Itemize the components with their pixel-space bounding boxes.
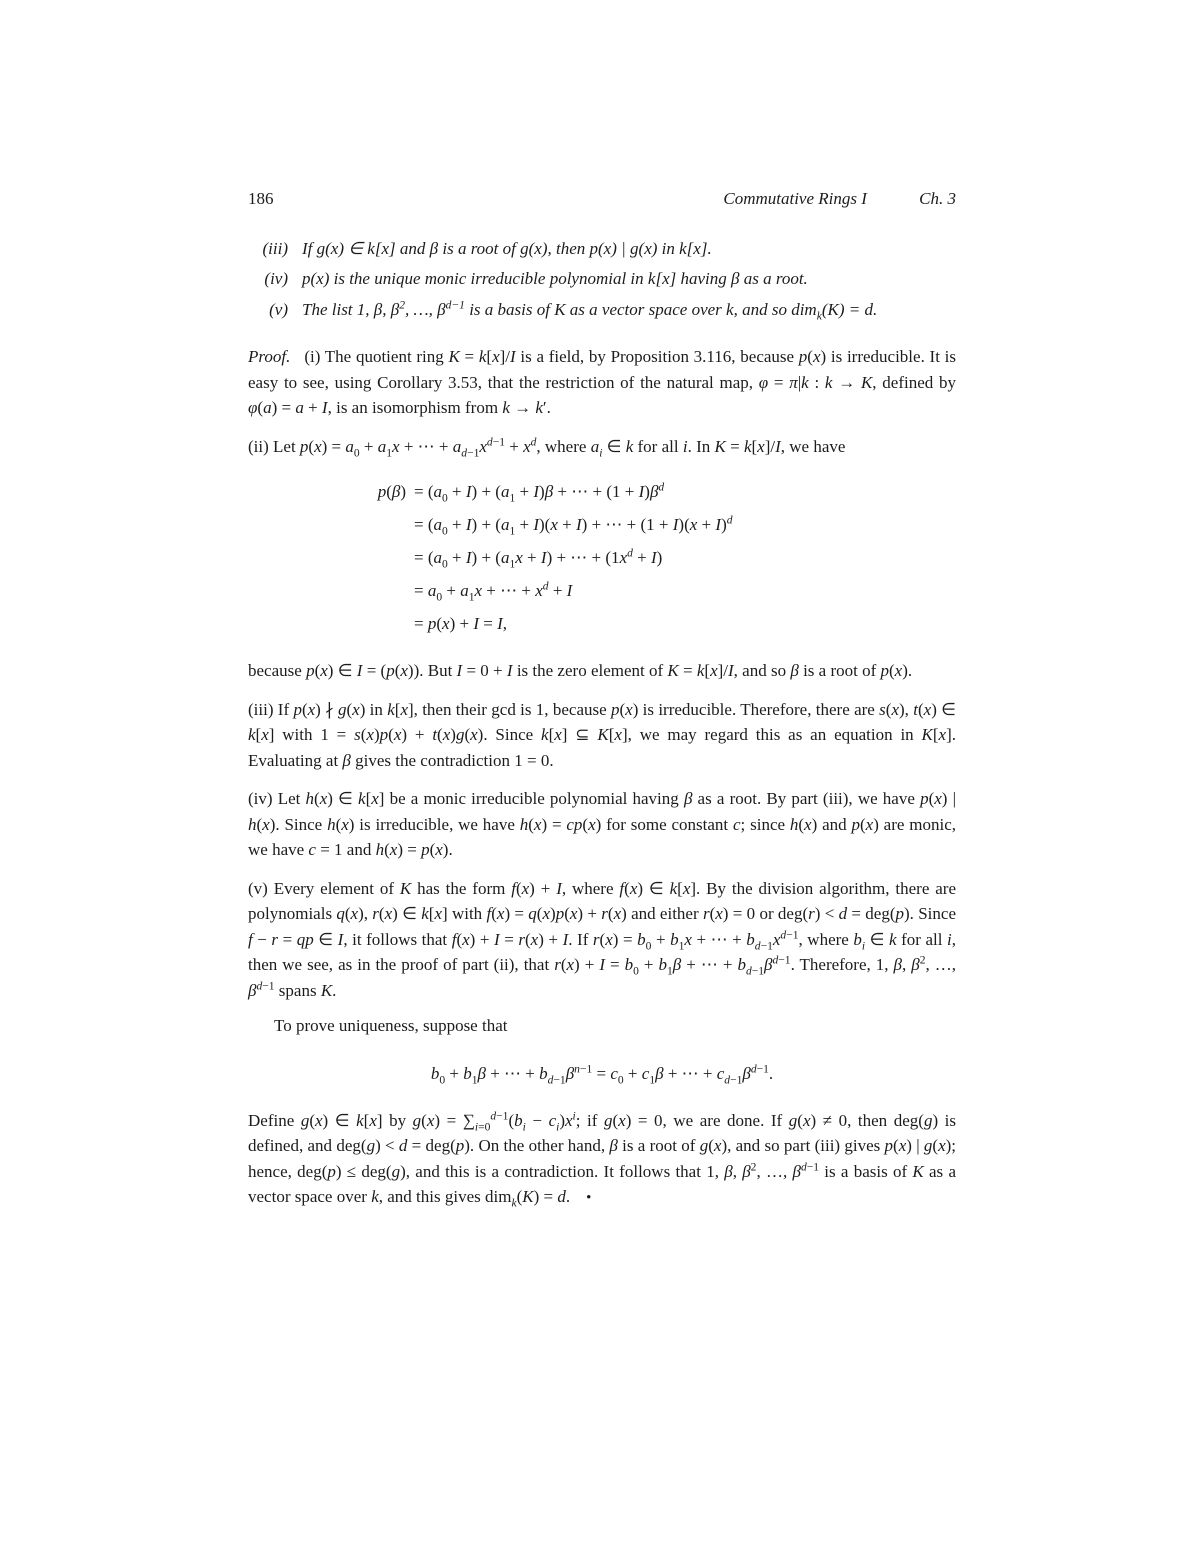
list-item: [248, 266, 956, 292]
equation-lhs: [360, 541, 406, 574]
item-label: (v): [269, 299, 288, 319]
equation-lhs: p(β): [377, 482, 406, 501]
paragraph-proof-iii: (iii) If p(x) ∤ g(x) in k[x], then their gcd is 1, because p(x) is irreducible. Therefore, there are s(x), t(x) ∈ k[x] with 1 = s(x)p(x) + t(x)g(x). Since k[x] ⊆ K[x], we may regard this as an equation in K[x]. Evaluating at β gives the contradiction 1 = 0.: [248, 699, 957, 770]
equation-lhs: [360, 607, 406, 640]
equation-line: [360, 541, 956, 574]
qed-symbol: •: [586, 1190, 592, 1206]
paragraph-proof-i: [248, 344, 956, 421]
equation-rhs: = $(a_0 + I) + (a_1 + I)\beta$ + ⋯ + $(1 + I)\beta^d$: [414, 480, 665, 505]
paragraph-uniqueness: To prove uniqueness, suppose that: [274, 1016, 508, 1035]
proof-text-i: (i) The quotient ring K = k[x]/I is a field, by Proposition 3.116, because p(x) is irreducible. It is easy to see, using Corollary 3.53, that the restriction of the natural map, φ = π|k : k → K, defined by φ(a) = a + I, is an isomorphism from k → k′.: [248, 347, 956, 417]
item-text: The list 1, β, $\beta^2$, …, $\beta^{d-1}$ is a basis of K as a vector space over k, and so dim$_k$(K) = d.: [302, 297, 878, 322]
list-item: [248, 236, 956, 262]
define-text: Define g(x) ∈ k[x] by $g(x) = \sum_{i=0}^{d-1}(b_i - c_i)x^i$; if g(x) = 0, we are done. If g(x) ≠ 0, then deg(g) is defined, and deg(g) < d = deg(p). On the other hand, β is a root of g(x), and so part (iii) gives p(x) | g(x); hence, deg(p) ≤ deg(g), and this is a contradiction. It follows that 1, β, $\beta^2$, …, $\beta^{d-1}$ is a basis of K as a vector space over k, and this gives dim$_k$(K) = d.: [248, 1108, 956, 1210]
page-number: 186: [248, 189, 274, 208]
running-head-group: [723, 186, 956, 212]
equation-lhs: [360, 574, 406, 607]
paragraph-proof-v: (v) Every element of K has the form f(x) + I, where f(x) ∈ k[x]. By the division algorithm, there are polynomials q(x), r(x) ∈ k[x] with f(x) = q(x)p(x) + r(x) and either r(x) = 0 or deg(r) < d = deg(p). Since f − r = qp ∈ I, it follows that f(x) + I = r(x) + I. If $r(x) = b_0 + b_1x$ + ⋯ + $b_{d-1}x^{d-1}$, where $b_i$ ∈ k for all i, then we see, as in the proof of part (ii), that $r(x) + I = b_0 + b_1\beta$ + ⋯ + $b_{d-1}\beta^{d-1}$. Therefore, 1, β, $\beta^2$, …, $\beta^{d-1}$ spans K.: [248, 878, 957, 1000]
equation-lhs: [360, 508, 406, 541]
running-head: Commutative Rings I: [723, 189, 867, 208]
paragraph-because: because p(x) ∈ I = (p(x)). But I = 0 + I is the zero element of K = k[x]/I, and so β is a root of p(x).: [248, 661, 913, 680]
equation-line: [360, 574, 956, 607]
paragraph-define: [248, 1108, 956, 1210]
equation-rhs: = $a_0 + a_1x$ + ⋯ + $x^d + I$: [414, 579, 573, 604]
equation-rhs: = $(a_0 + I) + (a_1 + I)(x + I)$ + ⋯ + $(1 + I)(x + I)^d$: [414, 513, 733, 538]
proof-label: Proof.: [248, 347, 291, 366]
equation-line: [360, 475, 956, 508]
page-header: [248, 186, 956, 212]
chapter-label: Ch. 3: [919, 189, 956, 208]
page-content: [248, 186, 956, 1210]
list-item: [248, 297, 956, 323]
proposition-items: [248, 236, 956, 323]
paragraph-proof-ii: (ii) Let $p(x) = a_0 + a_1x$ + ⋯ + $a_{d-1}x^{d-1} + x^d$, where $a_i$ ∈ k for all i. In K = k[x]/I, we have: [248, 434, 846, 459]
paragraph-proof-iv: (iv) Let h(x) ∈ k[x] be a monic irreducible polynomial having β as a root. By part (iii), we have p(x) | h(x). Since h(x) is irreducible, we have h(x) = cp(x) for some constant c; since h(x) and p(x) are monic, we have c = 1 and h(x) = p(x).: [248, 789, 957, 859]
equation-rhs: = $(a_0 + I) + (a_1x + I)$ + ⋯ + $(1x^d + I)$: [414, 546, 663, 571]
item-label: (iii): [262, 238, 288, 258]
item-text: p(x) is the unique monic irreducible polynomial in k[x] having β as a root.: [302, 269, 808, 288]
item-text: If g(x) ∈ k[x] and β is a root of g(x), then p(x) | g(x) in k[x].: [302, 238, 712, 258]
equation-block: [360, 475, 956, 640]
equation-line: [360, 508, 956, 541]
equation-line: [360, 607, 956, 640]
display-equation: $b_0 + b_1\beta$ + ⋯ + $b_{d-1}\beta^{n-1} = c_0 + c_1\beta$ + ⋯ + $c_{d-1}\beta^{d-1}$.: [430, 1061, 774, 1086]
item-label: (iv): [264, 269, 288, 288]
equation-rhs: = p(x) + I = I,: [414, 614, 507, 633]
